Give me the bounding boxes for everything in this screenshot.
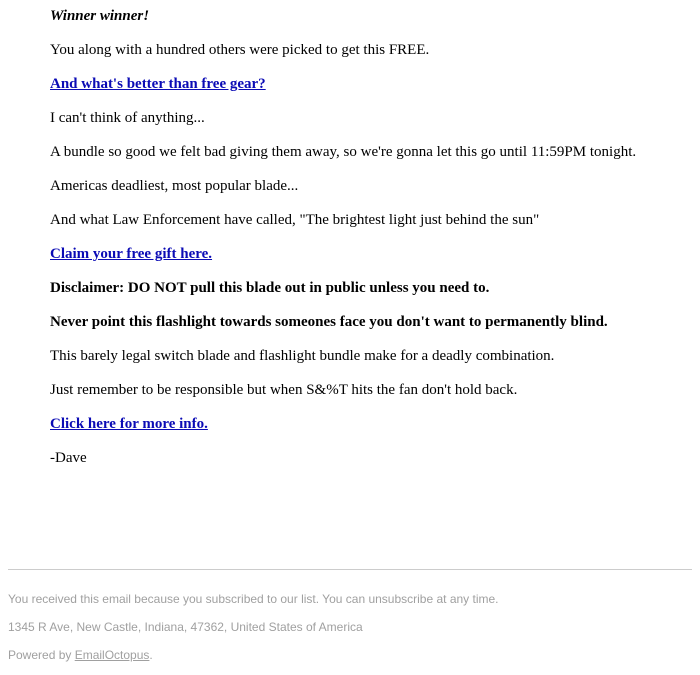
- powered-by-prefix: Powered by: [8, 648, 75, 662]
- paragraph-brightest-light: And what Law Enforcement have called, "The brightest light just behind the sun": [50, 212, 540, 228]
- warning-text: Never point this flashlight towards someones face you don't want to permanently blind.: [50, 314, 608, 330]
- link-paragraph-1: [50, 76, 680, 93]
- signature: -Dave: [50, 450, 87, 466]
- paragraph-bundle-combination: This barely legal switch blade and flashlight bundle make for a deadly combination.: [50, 348, 555, 364]
- powered-by: [8, 648, 153, 662]
- free-gear-link[interactable]: And what's better than free gear?: [50, 76, 266, 92]
- paragraph-bundle-deadline: A bundle so good we felt bad giving them away, so we're gonna let this go until 11:59PM tonight.: [50, 144, 637, 160]
- paragraph-free-offer: You along with a hundred others were picked to get this FREE.: [50, 42, 430, 58]
- subscription-notice: You received this email because you subscribed to our list. You can unsubscribe at any time.: [8, 592, 499, 606]
- paragraph-cant-think: I can't think of anything...: [50, 110, 205, 126]
- disclaimer-text: Disclaimer: DO NOT pull this blade out in public unless you need to.: [50, 280, 490, 296]
- paragraph-deadliest-blade: Americas deadliest, most popular blade...: [50, 178, 299, 194]
- more-info-link[interactable]: Click here for more info.: [50, 416, 208, 432]
- link-paragraph-2: [50, 246, 680, 263]
- claim-gift-link[interactable]: Claim your free gift here.: [50, 246, 213, 262]
- link-paragraph-3: [50, 416, 680, 433]
- greeting-text: Winner winner!: [50, 8, 150, 24]
- email-body: [50, 8, 680, 484]
- emailoctopus-link[interactable]: EmailOctopus: [74, 648, 150, 662]
- powered-by-suffix: .: [149, 648, 153, 662]
- paragraph-responsible: Just remember to be responsible but when S&%T hits the fan don't hold back.: [50, 382, 518, 398]
- email-footer: [8, 569, 692, 662]
- postal-address: 1345 R Ave, New Castle, Indiana, 47362, United States of America: [8, 620, 363, 634]
- greeting: [50, 8, 680, 25]
